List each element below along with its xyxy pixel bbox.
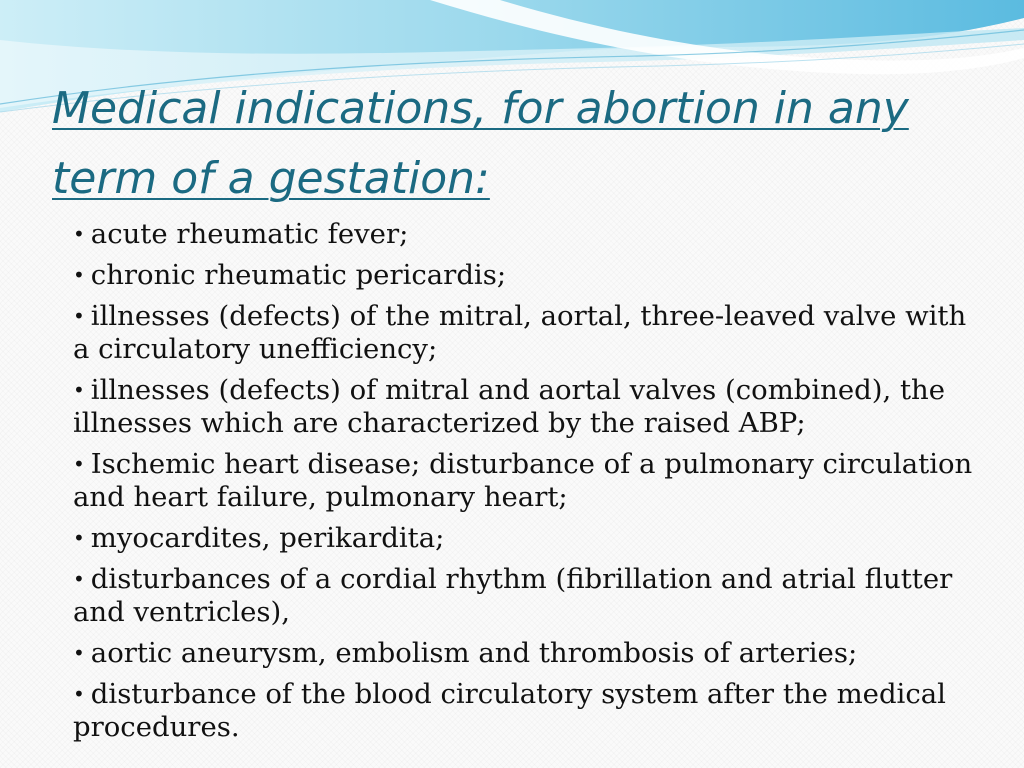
bullet-icon: • [73,641,85,665]
list-item-text: Ischemic heart disease; disturbance of a pulmonary circulation and heart failure, pulmonary heart; [73,448,973,513]
list-item-text: disturbances of a cordial rhythm (fibrillation and atrial flutter and ventricles), [73,563,953,628]
bullet-icon: • [73,567,85,591]
bullet-icon: • [73,304,85,328]
list-item [73,259,978,292]
bullet-list [73,218,978,752]
bullet-icon: • [73,222,85,246]
list-item [73,563,978,629]
list-item [73,300,978,366]
list-item-text: myocardites, perikardita; [90,522,445,554]
list-item-text: illnesses (defects) of the mitral, aortal, three-leaved valve with a circulatory unefficiency; [73,300,967,365]
list-item [73,522,978,555]
list-item-text: chronic rheumatic pericardis; [90,259,507,291]
bullet-icon: • [73,682,85,706]
list-item [73,448,978,514]
bullet-icon: • [73,452,85,476]
bullet-icon: • [73,378,85,402]
list-item [73,218,978,251]
list-item [73,678,978,744]
bullet-icon: • [73,526,85,550]
list-item-text: disturbance of the blood circulatory system after the medical procedures. [73,678,946,743]
list-item-text: aortic aneurysm, embolism and thrombosis of arteries; [90,637,858,669]
list-item [73,637,978,670]
list-item [73,374,978,440]
slide-title-text: Medical indications, for abortion in any term of a gestation: [52,83,909,204]
bullet-icon: • [73,263,85,287]
list-item-text: illnesses (defects) of mitral and aortal valves (combined), the illnesses which are characterized by the raised ABP; [73,374,946,439]
slide-title [52,74,992,214]
list-item-text: acute rheumatic fever; [90,218,409,250]
